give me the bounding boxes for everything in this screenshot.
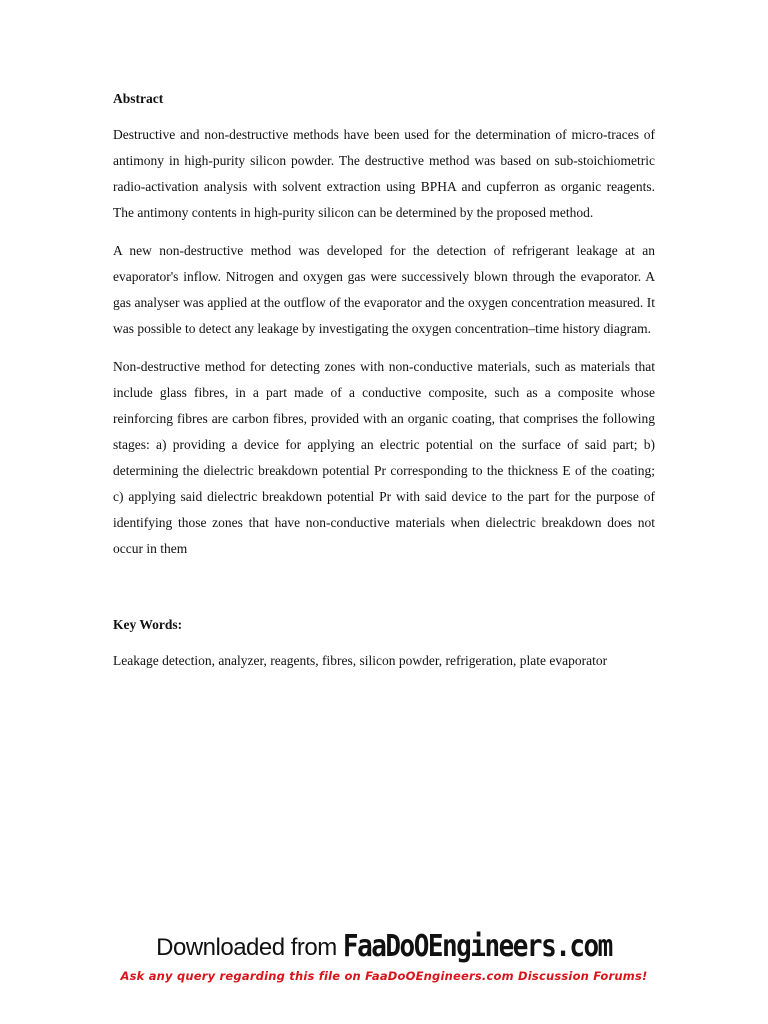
section-spacer — [113, 574, 655, 614]
download-footer — [0, 930, 768, 985]
footer-downloaded-prefix: Downloaded from — [156, 934, 343, 961]
keywords-heading: Key Words: — [113, 617, 183, 632]
abstract-paragraph-1: Destructive and non-destructive methods have been used for the determination of micro-traces of antimony in high-purity silicon powder. The destructive method was based on sub-stoichiometric radio-activation analysis with solvent extraction using BPHA and cupferron as organic reagents. The antimony contents in high-purity silicon can be determined by the proposed method. — [113, 127, 655, 220]
abstract-heading: Abstract — [113, 91, 164, 106]
footer-brand-name[interactable]: FaaDoOEngineers.com — [342, 929, 612, 965]
abstract-paragraph-2: A new non-destructive method was developed for the detection of refrigerant leakage at an evaporator's inflow. Nitrogen and oxygen gas were successively blown through the evaporator. A gas analyser was applied at the outflow of the evaporator and the oxygen concentration measured. It was possible to detect any leakage by investigating the oxygen concentration–time history diagram. — [113, 243, 655, 336]
keywords-text: Leakage detection, analyzer, reagents, fibres, silicon powder, refrigeration, plate evaporator — [113, 653, 608, 668]
document-body — [113, 88, 655, 686]
abstract-paragraph-3: Non-destructive method for detecting zones with non-conductive materials, such as materials that include glass fibres, in a part made of a conductive composite, such as a composite whose reinforcing fibres are carbon fibres, provided with an organic coating, that comprises the following stages: a) providing a device for applying an electric potential on the surface of said part; b) determining the dielectric breakdown potential Pr corresponding to the thickness E of the coating; c) applying said dielectric breakdown potential Pr with said device to the part for the purpose of identifying those zones that have non-conductive materials when dielectric breakdown does not occur in them — [113, 359, 655, 556]
footer-download-line — [0, 930, 768, 965]
footer-tagline[interactable]: Ask any query regarding this file on FaaDoOEngineers.com Discussion Forums! — [120, 969, 648, 983]
